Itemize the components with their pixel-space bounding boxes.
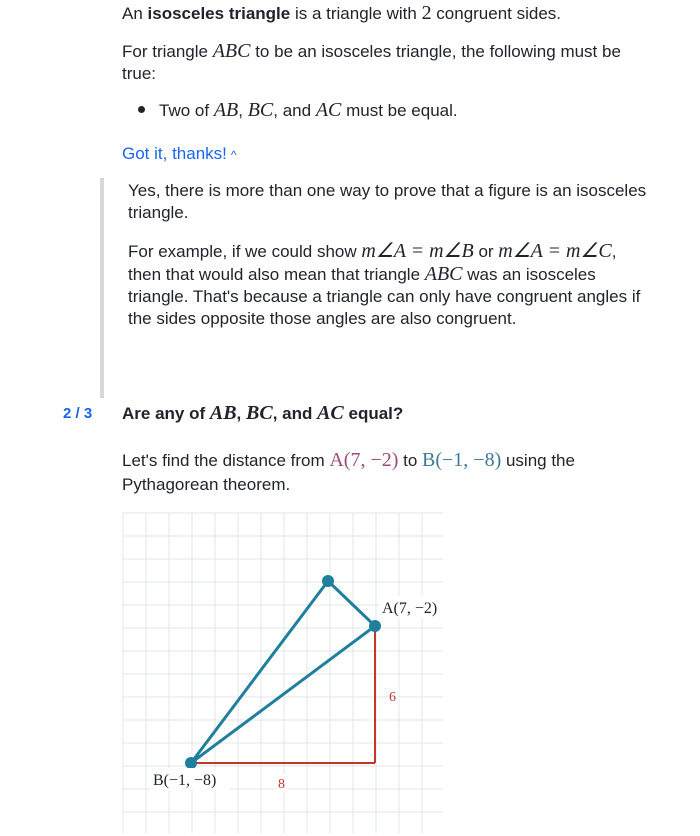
list-item: Two of AB, BC, and AC must be equal. [138, 99, 458, 122]
point-a [369, 620, 381, 632]
label-leg-6: 6 [389, 690, 396, 705]
label-b: B(−1, −8) [153, 772, 217, 789]
term-isosceles-triangle: isosceles triangle [147, 4, 291, 23]
point-b-label: B(−1, −8) [422, 449, 502, 471]
hint-example-paragraph: For example, if we could show m∠A = m∠B or m∠A = m∠C, then that would also mean that triangle ABC was an isosceles triangle. That's because a triangle can only have congruent angles if the sides opposite those angles are also congruent. [128, 240, 641, 328]
condition-text: For triangle ABC to be an isosceles triangle, the following must be true: [122, 40, 621, 83]
point-c [322, 575, 334, 587]
got-it-thanks-link[interactable]: Got it, thanks! ^ [122, 144, 237, 163]
label-a: A(7, −2) [382, 600, 438, 617]
triangle [191, 581, 375, 763]
point-b [185, 757, 197, 769]
label-leg-8: 8 [278, 777, 285, 792]
definition-text: An isosceles triangle is a triangle with 2 congruent sides. [122, 2, 562, 24]
point-a-label: A(7, −2) [329, 449, 399, 471]
bullet-dot [138, 106, 145, 113]
distance-instruction: Let's find the distance from A(7, −2) to B(−1, −8) using the Pythagorean theorem. [122, 449, 575, 494]
coordinate-graph [122, 512, 444, 834]
step-question: Are any of AB, BC, and AC equal? [122, 402, 404, 424]
hint-paragraph: Yes, there is more than one way to prove that a figure is an isosceles triangle. [128, 181, 647, 222]
hint-border [100, 178, 104, 398]
step-counter: 2 / 3 [63, 405, 93, 422]
chevron-up-icon: ^ [230, 148, 237, 162]
